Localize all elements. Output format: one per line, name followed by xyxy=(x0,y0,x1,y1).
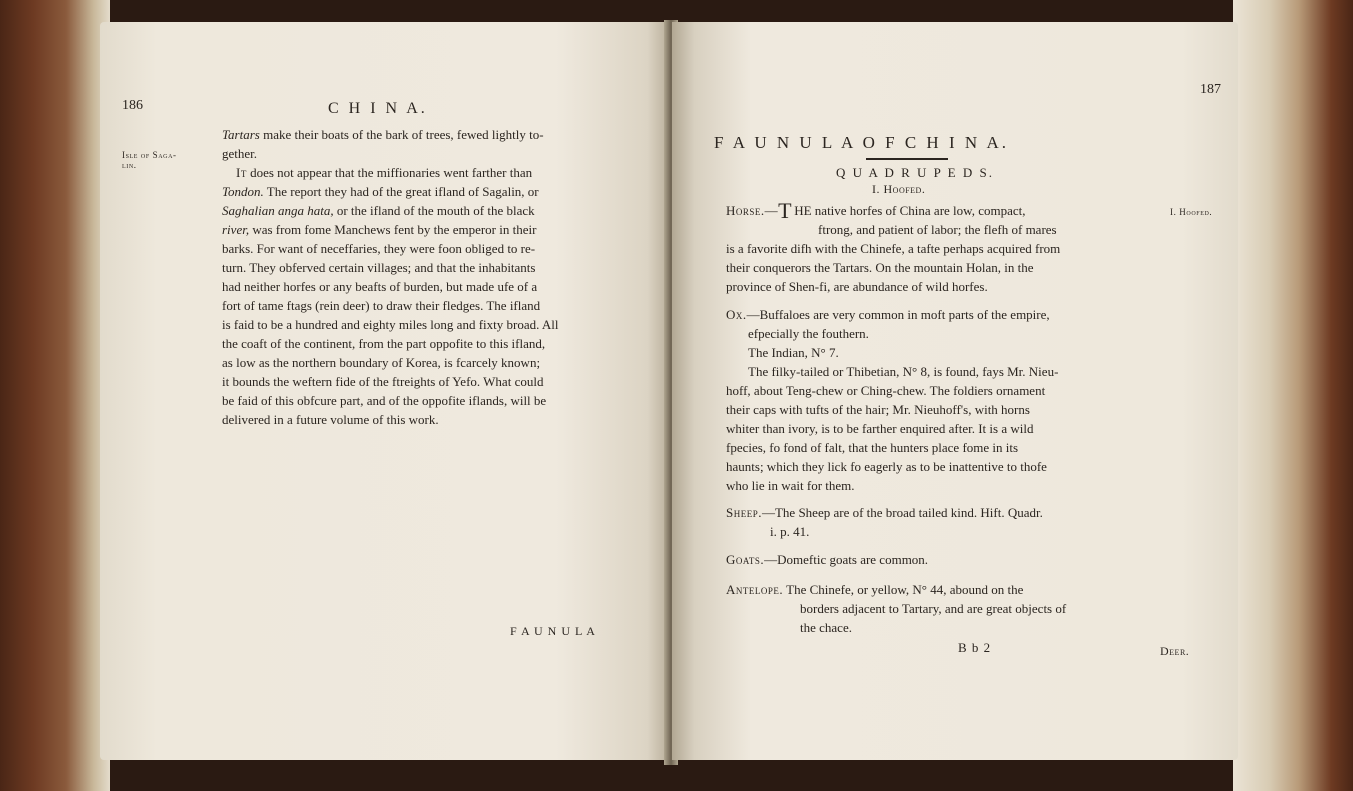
text-run: as xyxy=(222,355,233,370)
left-margin-note-2: lin. xyxy=(122,160,137,170)
text-line: their caps with tufts of the hair; Mr. Nieuhoff's, with horns xyxy=(726,402,1030,417)
text-run: turn. xyxy=(222,260,247,275)
title-rule xyxy=(866,158,948,160)
text-line xyxy=(222,298,540,314)
text-run: —The Sheep are of the broad tailed kind. Hift. Quadr. xyxy=(761,505,1043,520)
text-run: be xyxy=(222,393,235,408)
text-line xyxy=(222,260,535,276)
left-page-edges xyxy=(0,0,110,791)
text-line xyxy=(222,203,535,219)
text-line: haunts; which they lick fo eagerly as to be inattentive to thofe xyxy=(726,459,1047,474)
text-line: their conquerors the Tartars. On the mountain Holan, in the xyxy=(726,260,1034,275)
text-line xyxy=(222,146,257,162)
text-line: efpecially the fouthern. xyxy=(748,326,869,341)
right-margin-note: I. Hoofed. xyxy=(1170,207,1213,217)
text-run: Tondon. xyxy=(222,184,264,199)
left-page-number: 186 xyxy=(122,98,143,113)
left-running-head: C H I N A. xyxy=(328,100,428,117)
text-run: the xyxy=(222,336,238,351)
text-line xyxy=(236,165,532,181)
text-line: ftrong, and patient of labor; the flefh of mares xyxy=(818,222,1057,237)
text-run: was from fome Manchews fent by the emperor in their xyxy=(249,222,537,237)
text-run: The report they had of the great ifland of Sagalin, or xyxy=(263,184,539,199)
entry-label: Ox. xyxy=(726,307,747,322)
text-run: or the ifland of the mouth of the black xyxy=(333,203,535,218)
text-line xyxy=(222,374,543,390)
text-run: neither horfes or any beafts of burden, but made ufe of a xyxy=(240,279,538,294)
text-run: faid to be a hundred and eighty miles long and fixty broad. All xyxy=(230,317,559,332)
text-run: bounds the weftern fide of the ftreights of Yefo. What could xyxy=(229,374,544,389)
right-catchword: Deer. xyxy=(1160,644,1190,658)
text-run: fort xyxy=(222,298,241,313)
text-line xyxy=(222,412,439,428)
sheep-entry xyxy=(726,505,1043,521)
text-run: river, xyxy=(222,222,250,237)
text-line: borders adjacent to Tartary, and are great objects of xyxy=(800,601,1067,616)
right-page-edges xyxy=(1233,0,1353,791)
text-line: fpecies, fo fond of falt, that the hunters place fome in its xyxy=(726,440,1019,455)
text-run: low as the northern boundary of Korea, is fcarcely known; xyxy=(232,355,541,370)
text-line xyxy=(222,393,546,409)
text-line: the chace. xyxy=(800,620,852,635)
signature-mark: B b 2 xyxy=(958,640,992,655)
text-line: The Indian, N° 7. xyxy=(748,345,839,360)
entry-label: Sheep. xyxy=(726,505,762,520)
text-line: The filky-tailed or Thibetian, N° 8, is found, fays Mr. Nieu- xyxy=(748,364,1059,379)
text-run: of tame ftags (rein deer) to draw their fledges. The ifland xyxy=(240,298,541,313)
horse-entry xyxy=(726,198,1026,223)
text-run: For want of neceffaries, they were foon obliged to re- xyxy=(253,241,536,256)
entry-label: Goats. xyxy=(726,552,765,567)
text-run: is xyxy=(222,317,231,332)
text-line: is a favorite difh with the Chinefe, a tafte perhaps acquired from xyxy=(726,241,1061,256)
text-line: whiter than ivory, is to be farther enquired after. It is a wild xyxy=(726,421,1034,436)
ox-entry xyxy=(726,307,1050,323)
left-margin-note-1: Isle of Saga- xyxy=(122,150,177,160)
text-line: i. p. 41. xyxy=(770,524,810,539)
text-run: does not appear that the miffionaries went farther than xyxy=(246,165,533,180)
text-run: barks. xyxy=(222,241,254,256)
right-page-number: 187 xyxy=(1200,82,1221,97)
text-line: who lie in wait for them. xyxy=(726,478,855,493)
text-run: delivered xyxy=(222,412,271,427)
text-run: —Domeftic goats are common. xyxy=(764,552,929,567)
text-run: had xyxy=(222,279,241,294)
text-run: Tartars xyxy=(222,127,260,142)
text-run: It xyxy=(236,165,247,180)
text-run: faid of this obfcure part, and of the oppofite iflands, will be xyxy=(234,393,547,408)
text-run: The Chinefe, or yellow, N° 44, abound on the xyxy=(783,582,1024,597)
text-line xyxy=(222,241,535,257)
entry-label: Antelope. xyxy=(726,582,784,597)
text-line xyxy=(222,222,536,238)
drop-cap: T xyxy=(778,198,792,223)
text-line xyxy=(222,317,559,333)
text-line xyxy=(222,279,537,295)
antelope-entry xyxy=(726,582,1023,598)
text-line: hoff, about Teng-chew or Ching-chew. The foldiers ornament xyxy=(726,383,1046,398)
text-run: gether. xyxy=(222,146,258,161)
text-line xyxy=(222,184,539,200)
text-run: coaft of the continent, from the part oppofite to this ifland, xyxy=(237,336,546,351)
text-run: it xyxy=(222,374,230,389)
text-run: make their boats of the bark of trees, fewed lightly to- xyxy=(259,127,544,142)
quadrupeds-heading: Q U A D R U P E D S. xyxy=(836,165,994,180)
text-run: Saghalian anga hata, xyxy=(222,203,334,218)
text-run: HE native horfes of China are low, compact, xyxy=(794,203,1026,218)
left-catchword: F A U N U L A xyxy=(510,624,596,638)
section-heading: I. Hoofed. xyxy=(872,182,926,196)
text-run: —Buffaloes are very common in moft parts of the empire, xyxy=(746,307,1050,322)
text-run: in a future volume of this work. xyxy=(270,412,439,427)
text-line xyxy=(222,336,545,352)
text-line: province of Shen-fi, are abundance of wild horfes. xyxy=(726,279,988,294)
entry-label: Horse.— xyxy=(726,203,779,218)
text-line xyxy=(222,355,540,371)
goats-entry xyxy=(726,552,928,568)
text-line xyxy=(222,127,544,143)
text-run: They obferved certain villages; and that the inhabitants xyxy=(246,260,536,275)
page-title: F A U N U L A O F C H I N A. xyxy=(714,133,1009,152)
